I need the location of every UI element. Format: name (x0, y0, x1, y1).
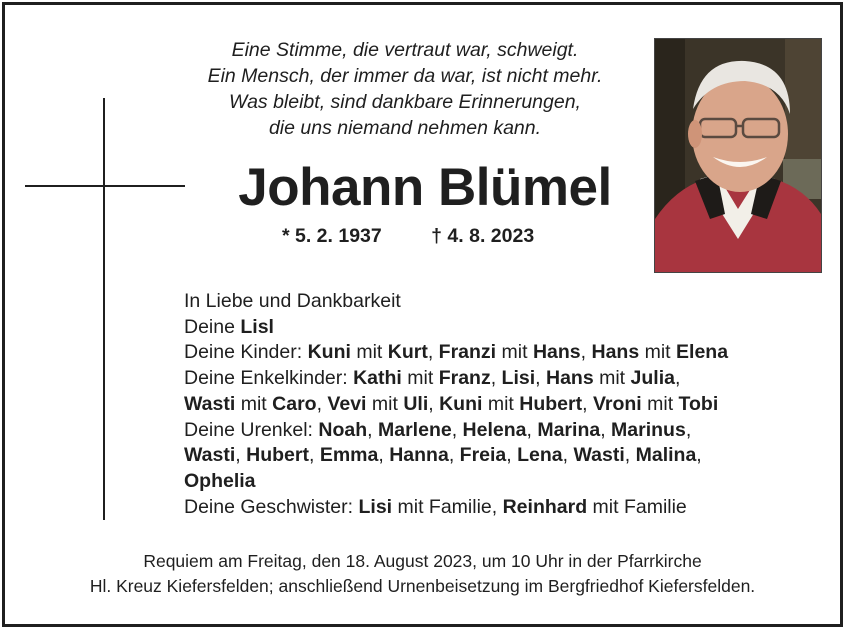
text: Deine Enkelkinder: (184, 367, 354, 390)
text: , (427, 341, 439, 364)
mourner-name: Franzi (438, 341, 497, 364)
mourner-name: Julia (630, 367, 675, 390)
text: , (428, 392, 440, 415)
cross-icon-horizontal (25, 185, 185, 187)
mourner-name: Wasti (184, 444, 236, 467)
text: , (367, 418, 378, 441)
text: , (562, 444, 574, 467)
mourner-name: Kurt (387, 341, 428, 364)
mourner-name: Caro (272, 392, 317, 415)
mourner-name: Vevi (327, 392, 367, 415)
mourner-name: Kathi (353, 367, 402, 390)
mourners-intro: In Liebe und Dankbarkeit (184, 290, 401, 312)
mourner-name: Hanna (389, 444, 449, 467)
text: , (526, 418, 538, 441)
mourner-name: Hans (591, 341, 640, 364)
mourner-name: Emma (319, 444, 379, 467)
text: Deine Geschwister: (184, 495, 359, 518)
mourner-name: Wasti (573, 444, 625, 467)
mourners-grandchildren-cont (184, 392, 728, 418)
mourner-name: Marinus (611, 418, 686, 441)
text: Deine (184, 315, 241, 338)
mourner-name: Kuni (439, 392, 483, 415)
service-line: Hl. Kreuz Kiefersfelden; anschließend Urnenbeisetzung im Bergfriedhof Kiefersfelden. (89, 576, 756, 596)
text: , (506, 444, 518, 467)
text: , (600, 418, 612, 441)
text: , (235, 444, 247, 467)
text: mit (235, 392, 273, 415)
text: , (674, 367, 681, 390)
portrait-photo-image (655, 39, 821, 272)
text: mit (482, 392, 520, 415)
mourner-name: Uli (403, 392, 429, 415)
mourners-spouse (184, 315, 728, 341)
life-dates (282, 224, 534, 248)
text: mit (639, 341, 677, 364)
text: , (535, 367, 546, 390)
text: mit (593, 367, 631, 390)
mourner-name: Hans (545, 367, 594, 390)
text: , (580, 341, 592, 364)
poem-line: die uns niemand nehmen kann. (268, 117, 542, 139)
text: , (308, 444, 320, 467)
mourners-grandchildren (184, 366, 728, 392)
mourner-name: Wasti (184, 392, 236, 415)
text: , (448, 444, 460, 467)
poem-line: Ein Mensch, der immer da war, ist nicht mehr. (207, 65, 603, 87)
text: mit (496, 341, 533, 364)
text: mit (350, 341, 388, 364)
memorial-poem (160, 37, 650, 141)
mourner-name: Hubert (246, 444, 309, 467)
mourner-name: Lisl (240, 315, 274, 338)
text: Deine Kinder: (184, 341, 308, 364)
service-line: Requiem am Freitag, den 18. August 2023, um 10 Uhr in der Pfarrkirche (143, 551, 702, 571)
mourner-name: Helena (462, 418, 527, 441)
text: mit (366, 392, 404, 415)
mourner-name: Marina (537, 418, 601, 441)
text: , (490, 367, 502, 390)
mourner-name: Marlene (378, 418, 452, 441)
mourner-name: Lisi (358, 495, 393, 518)
text: , (316, 392, 328, 415)
mourner-name: Tobi (678, 392, 719, 415)
mourner-name: Hubert (519, 392, 583, 415)
service-info (20, 549, 825, 599)
text: , (451, 418, 463, 441)
birth-date: * 5. 2. 1937 (282, 225, 382, 247)
mourner-name: Vroni (592, 392, 642, 415)
text: , (624, 444, 636, 467)
portrait-photo (654, 38, 822, 273)
mourners-great-grandchildren-end (184, 469, 728, 495)
poem-line: Was bleibt, sind dankbare Erinnerungen, (229, 91, 581, 113)
text: mit Familie, (392, 495, 503, 518)
cross-icon-vertical (103, 98, 105, 520)
mourner-name: Lisi (501, 367, 536, 390)
mourner-name: Malina (635, 444, 697, 467)
death-date: † 4. 8. 2023 (431, 225, 535, 247)
mourner-name: Freia (459, 444, 507, 467)
text: mit (641, 392, 679, 415)
mourners-list (184, 289, 728, 520)
mourner-name: Noah (318, 418, 368, 441)
mourner-name: Franz (438, 367, 491, 390)
text: Deine Urenkel: (184, 418, 319, 441)
mourners-great-grandchildren-cont (184, 443, 728, 469)
text: , (696, 444, 702, 467)
mourners-siblings (184, 495, 728, 521)
text: , (378, 444, 390, 467)
mourner-name: Kuni (307, 341, 351, 364)
deceased-name: Johann Blümel (238, 158, 612, 217)
mourner-name: Elena (676, 341, 729, 364)
mourner-name: Lena (517, 444, 563, 467)
mourners-great-grandchildren (184, 418, 728, 444)
text: , (685, 418, 692, 441)
text: , (582, 392, 593, 415)
poem-line: Eine Stimme, die vertraut war, schweigt. (231, 39, 579, 61)
mourner-name: Reinhard (502, 495, 588, 518)
mourner-name: Hans (532, 341, 581, 364)
text: mit Familie (587, 495, 687, 518)
mourners-children (184, 340, 728, 366)
text: mit (401, 367, 439, 390)
mourner-name: Ophelia (184, 469, 256, 492)
